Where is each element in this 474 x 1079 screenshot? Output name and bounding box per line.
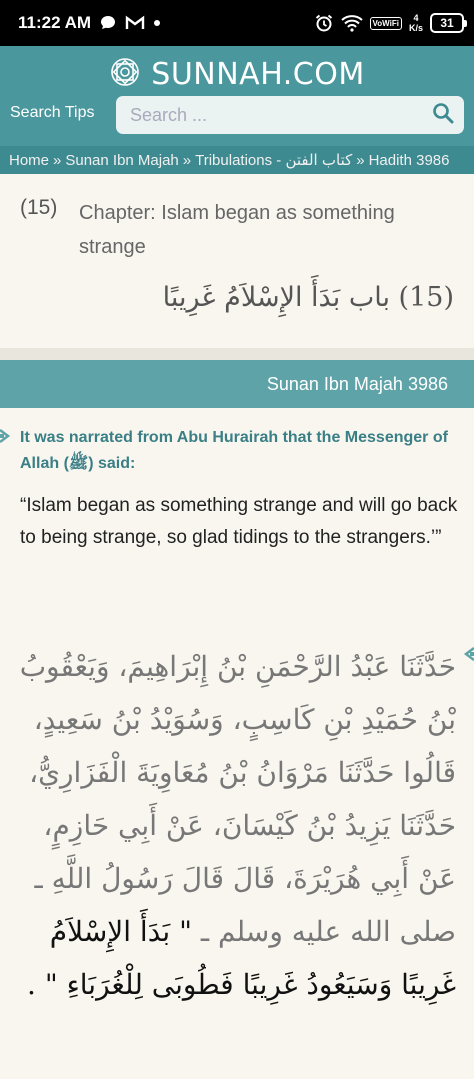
hadith-arabic-text [16,640,456,1011]
breadcrumb-hadith: Hadith 3986 [368,151,450,169]
network-speed-unit: K/s [408,23,423,33]
notification-dot-icon [153,19,161,27]
hadith-english-text: “Islam began as something strange and will go back to being strange, so glad tidings to the strangers.’” [20,495,458,548]
breadcrumb [0,146,474,174]
search-box [116,96,464,134]
chapter-block [0,182,474,352]
breadcrumb-separator: » [53,151,62,169]
chapter-title-arabic: (15) باب بَدَأَ الإِسْلاَمُ غَرِيبًا [162,282,454,313]
hadith-reference-bar[interactable] [0,360,474,408]
link-marker-icon[interactable] [462,646,474,662]
gmail-icon [125,15,145,31]
sunnah-logo-icon [109,56,141,93]
section-divider [0,348,474,360]
search-tips-link[interactable]: Search Tips [10,104,95,121]
hadith-reference: Sunan Ibn Majah 3986 [266,373,448,394]
breadcrumb-book[interactable]: Tribulations - كتاب الفتن [195,152,353,169]
status-time: 11:22 AM [18,13,92,32]
network-speed-value: 4 [413,13,419,23]
battery-level: 31 [440,16,454,30]
hadith-narrator: It was narrated from Abu Hurairah that the Messenger of Allah (ﷺ) said: [20,429,448,472]
brand[interactable] [0,54,474,94]
breadcrumb-collection[interactable]: Sunan Ibn Majah [65,151,179,169]
wifi-icon [341,14,363,32]
chapter-title: Chapter: Islam began as something strange [79,202,395,258]
search-icon[interactable] [432,102,454,129]
site-header [0,46,474,146]
breadcrumb-separator: » [182,151,192,169]
chapter-number: (15) [20,196,58,219]
search-input[interactable] [130,105,432,126]
vowifi-badge: VoWiFi [370,17,402,30]
alarm-icon [314,13,334,33]
battery-icon [430,13,464,33]
chat-bubble-icon [99,14,117,32]
breadcrumb-separator: » [356,151,365,169]
hadith-arabic-matn: " بَدَأَ الإِسْلاَمُ غَرِيبًا وَسَيَعُودُ غَرِيبًا فَطُوبَى لِلْغُرَبَاءِ " . [27,915,456,1001]
breadcrumb-home[interactable]: Home [9,151,50,169]
hadith-arabic-chain: حَدَّثَنَا عَبْدُ الرَّحْمَنِ بْنُ إِبْرَاهِيمَ، وَيَعْقُوبُ بْنُ حُمَيْدِ بْنِ كَاسِبٍ، وَسُوَيْدُ بْنُ سَعِيدٍ، قَالُوا حَدَّثَنَا مَرْوَانُ بْنُ مُعَاوِيَةَ الْفَزَارِيُّ، حَدَّثَنَا يَزِيدُ بْنُ كَيْسَانَ، عَنْ أَبِي حَازِمٍ، عَنْ أَبِي هُرَيْرَةَ، قَالَ قَالَ رَسُولُ اللَّهِ ـ صلى الله عليه وسلم ـ [19,650,456,948]
status-bar [0,0,474,46]
link-marker-icon[interactable] [0,428,12,444]
brand-name: SUNNAH.COM [151,56,365,92]
network-speed [409,13,423,33]
